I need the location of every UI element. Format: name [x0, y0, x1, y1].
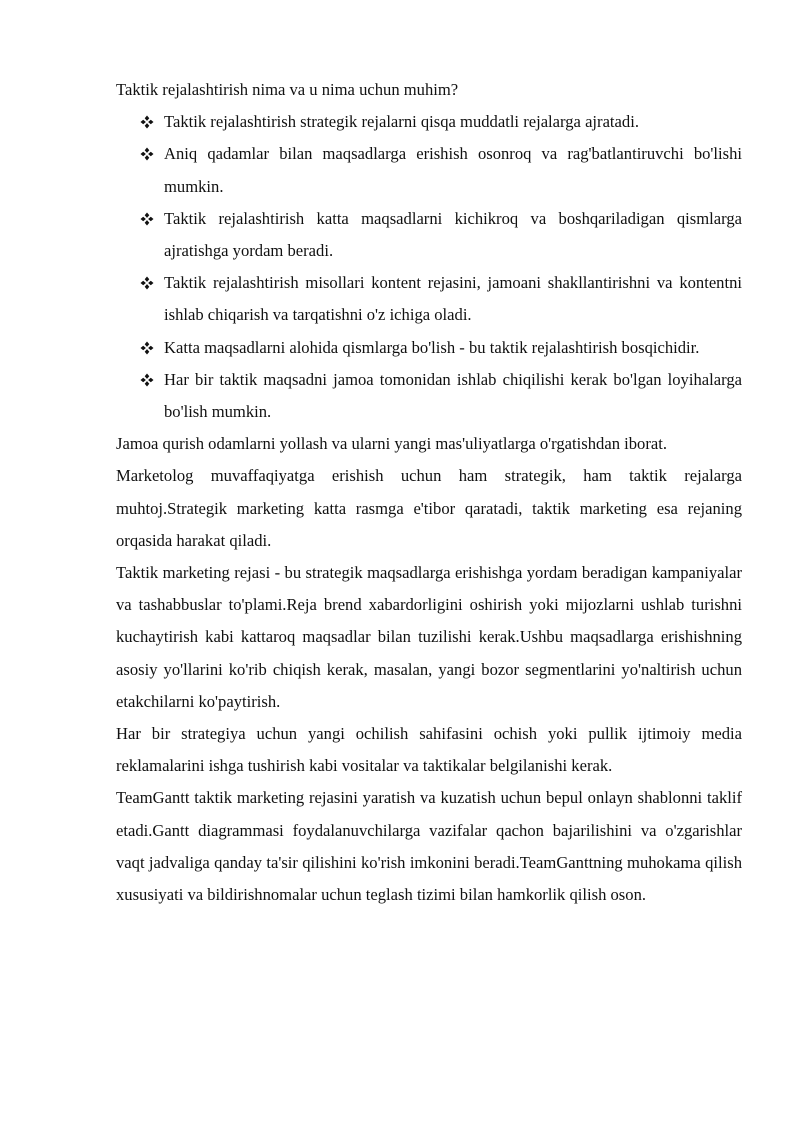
four-diamond-bullet-icon: [138, 332, 156, 364]
bullet-text: Taktik rejalashtirish strategik rejalarni qisqa muddatli rejalarga ajratadi.: [164, 112, 639, 132]
paragraph: Taktik marketing rejasi - bu strategik maqsadlarga erishishga yordam beradigan kampaniyalar va tashabbuslar to'plami.Reja brend xabardorligini oshirish yoki mijozlarni ushlab turishni kuchaytirish kabi kattaroq maqsadlar bilan tuzilishi kerak.Ushbu maqsadlarga erishishning asosiy yo'llarini ko'rib chiqish kerak, masalan, yangi bozor segmentlarini yo'naltirish uchun etakchilarni ko'paytirish.: [116, 563, 742, 711]
paragraph: TeamGantt taktik marketing rejasini yaratish va kuzatish uchun bepul onlayn shablonni taklif etadi.Gantt diagrammasi foydalanuvchilarga vazifalar qachon bajarilishini va o'zgarishlar vaqt jadvaliga qanday ta'sir qilishini ko'rish imkonini beradi.TeamGanttning muhokama qilish xususiyati va bildirishnomalar uchun teglash tizimi bilan hamkorlik qilish oson.: [116, 788, 742, 905]
paragraph: Jamoa qurish odamlarni yollash va ularni yangi mas'uliyatlarga o'rgatishdan iborat.: [116, 434, 667, 454]
four-diamond-bullet-icon: [138, 138, 156, 170]
four-diamond-bullet-icon: [138, 364, 156, 396]
bullet-text: Taktik rejalashtirish misollari kontent rejasini, jamoani shakllantirishni va kontentni ishlab chiqarish va tarqatishni o'z ichiga oladi.: [164, 273, 742, 325]
bullet-item: [116, 364, 742, 428]
four-diamond-bullet-icon: [138, 203, 156, 235]
bullet-item: [116, 332, 742, 364]
bullet-list: [116, 106, 742, 428]
paragraph: Har bir strategiya uchun yangi ochilish sahifasini ochish yoki pullik ijtimoiy media reklamalarini ishga tushirish kabi vositalar va taktikalar belgilanishi kerak.: [116, 724, 742, 776]
bullet-text: Katta maqsadlarni alohida qismlarga bo'lish - bu taktik rejalashtirish bosqichidir.: [164, 337, 700, 357]
four-diamond-bullet-icon: [138, 267, 156, 299]
bullet-text: Aniq qadamlar bilan maqsadlarga erishish osonroq va rag'batlantiruvchi bo'lishi mumkin.: [164, 144, 742, 196]
bullet-text: Har bir taktik maqsadni jamoa tomonidan ishlab chiqilishi kerak bo'lgan loyihalarga bo'lish mumkin.: [164, 369, 742, 422]
section-heading: Taktik rejalashtirish nima va u nima uchun muhim?: [116, 80, 459, 99]
bullet-text: Taktik rejalashtirish katta maqsadlarni kichikroq va boshqariladigan qismlarga ajratishga yordam beradi.: [164, 208, 742, 261]
bullet-item: [116, 106, 742, 138]
paragraph: Marketolog muvaffaqiyatga erishish uchun ham strategik, ham taktik rejalarga muhtoj.Strategik marketing katta rasmga e'tibor qaratadi, taktik marketing esa rejaning orqasida harakat qiladi.: [116, 466, 742, 550]
bullet-item: [116, 138, 742, 202]
four-diamond-bullet-icon: [138, 106, 156, 138]
bullet-item: [116, 267, 742, 331]
bullet-item: [116, 203, 742, 267]
document-page: [116, 74, 742, 911]
